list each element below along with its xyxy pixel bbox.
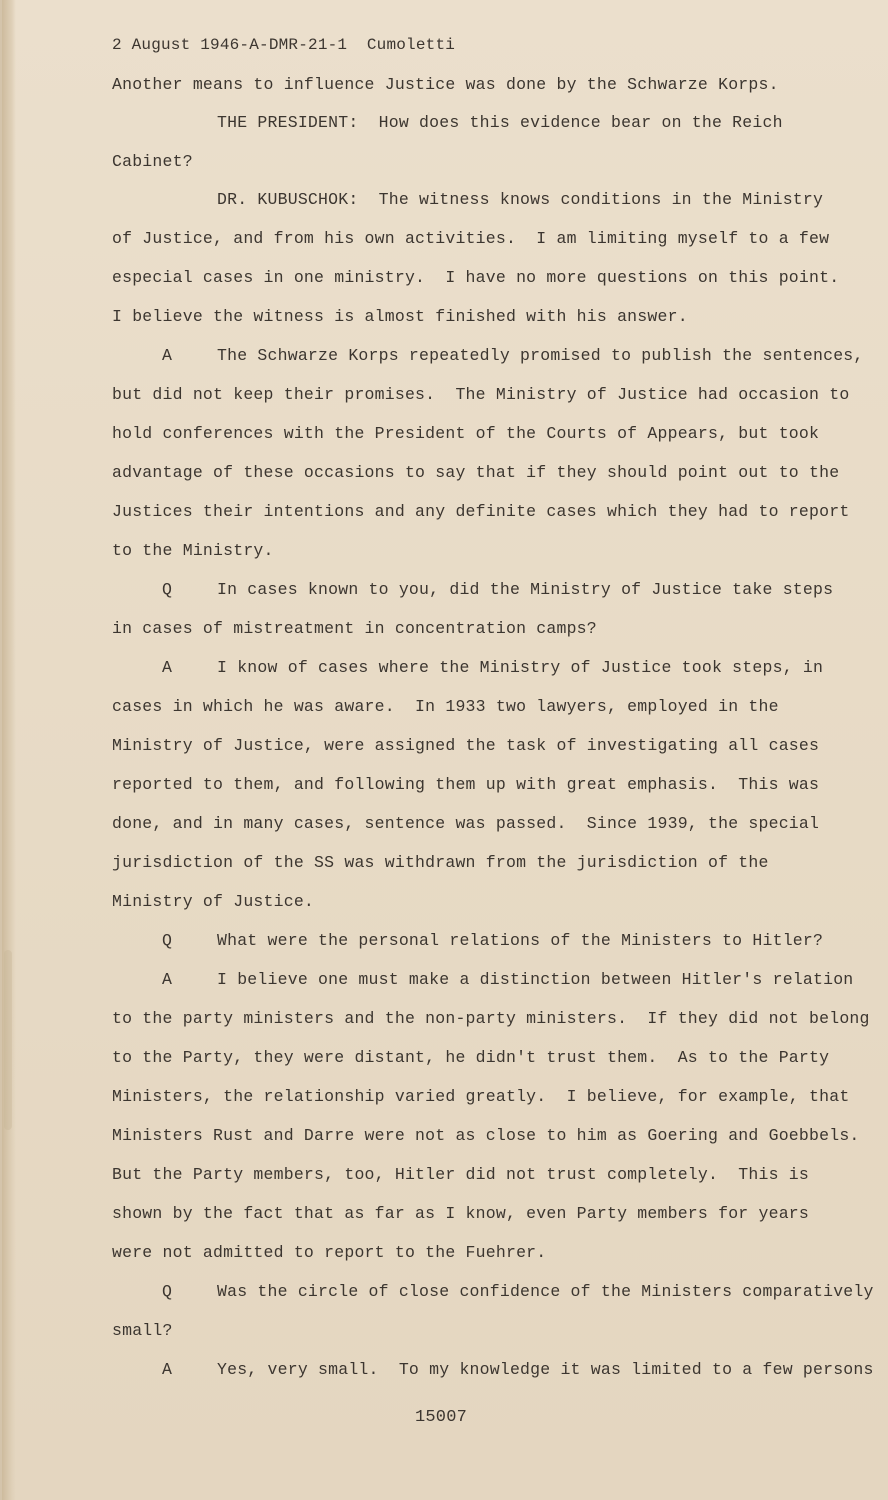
transcript-line: jurisdiction of the SS was withdrawn from the jurisdiction of the <box>112 853 769 872</box>
transcript-line: in cases of mistreatment in concentration camps? <box>112 619 597 638</box>
transcript-line: to the Party, they were distant, he didn't trust them. As to the Party <box>112 1048 830 1067</box>
transcript-line: DR. KUBUSCHOK: The witness knows conditions in the Ministry <box>217 190 824 209</box>
transcript-line: done, and in many cases, sentence was passed. Since 1939, the special <box>112 814 820 833</box>
transcript-line: I believe one must make a distinction between Hitler's relation <box>217 970 854 989</box>
paper-stain <box>4 950 12 1130</box>
transcript-line: to the Ministry. <box>112 541 274 560</box>
transcript-line: THE PRESIDENT: How does this evidence bear on the Reich <box>217 113 783 132</box>
transcript-line: The Schwarze Korps repeatedly promised to publish the sentences, <box>217 346 864 365</box>
transcript-line: hold conferences with the President of the Courts of Appears, but took <box>112 424 820 443</box>
transcript-line: but did not keep their promises. The Ministry of Justice had occasion to <box>112 385 850 404</box>
transcript-line: to the party ministers and the non-party ministers. If they did not belong <box>112 1009 870 1028</box>
transcript-line: I know of cases where the Ministry of Justice took steps, in <box>217 658 824 677</box>
transcript-line: shown by the fact that as far as I know, even Party members for years <box>112 1204 810 1223</box>
answer-marker: A <box>162 970 173 989</box>
transcript-header: 2 August 1946-A-DMR-21-1 Cumoletti <box>112 36 456 54</box>
page-binding-edge <box>2 0 16 1500</box>
transcript-line: Was the circle of close confidence of the Ministers comparatively <box>217 1282 874 1301</box>
answer-marker: A <box>162 346 173 365</box>
question-marker: Q <box>162 931 173 950</box>
transcript-line: Yes, very small. To my knowledge it was limited to a few persons <box>217 1360 874 1379</box>
transcript-line: What were the personal relations of the Ministers to Hitler? <box>217 931 824 950</box>
transcript-line: Another means to influence Justice was done by the Schwarze Korps. <box>112 75 779 94</box>
transcript-line: Ministers, the relationship varied greatly. I believe, for example, that <box>112 1087 850 1106</box>
transcript-line: Cabinet? <box>112 152 193 171</box>
transcript-line: advantage of these occasions to say that if they should point out to the <box>112 463 840 482</box>
transcript-line: But the Party members, too, Hitler did not trust completely. This is <box>112 1165 810 1184</box>
transcript-line: especial cases in one ministry. I have no more questions on this point. <box>112 268 840 287</box>
transcript-line: cases in which he was aware. In 1933 two lawyers, employed in the <box>112 697 779 716</box>
answer-marker: A <box>162 1360 173 1379</box>
transcript-line: Ministry of Justice, were assigned the task of investigating all cases <box>112 736 820 755</box>
transcript-line: of Justice, and from his own activities. I am limiting myself to a few <box>112 229 830 248</box>
transcript-line: I believe the witness is almost finished with his answer. <box>112 307 688 326</box>
transcript-line: reported to them, and following them up with great emphasis. This was <box>112 775 820 794</box>
transcript-line: were not admitted to report to the Fuehrer. <box>112 1243 547 1262</box>
question-marker: Q <box>162 580 173 599</box>
answer-marker: A <box>162 658 173 677</box>
transcript-line: Ministry of Justice. <box>112 892 315 911</box>
page-number: 15007 <box>415 1408 468 1427</box>
transcript-line: Ministers Rust and Darre were not as close to him as Goering and Goebbels. <box>112 1126 860 1145</box>
transcript-line: small? <box>112 1321 173 1340</box>
transcript-line: Justices their intentions and any definite cases which they had to report <box>112 502 850 521</box>
transcript-line: In cases known to you, did the Ministry of Justice take steps <box>217 580 834 599</box>
question-marker: Q <box>162 1282 173 1301</box>
